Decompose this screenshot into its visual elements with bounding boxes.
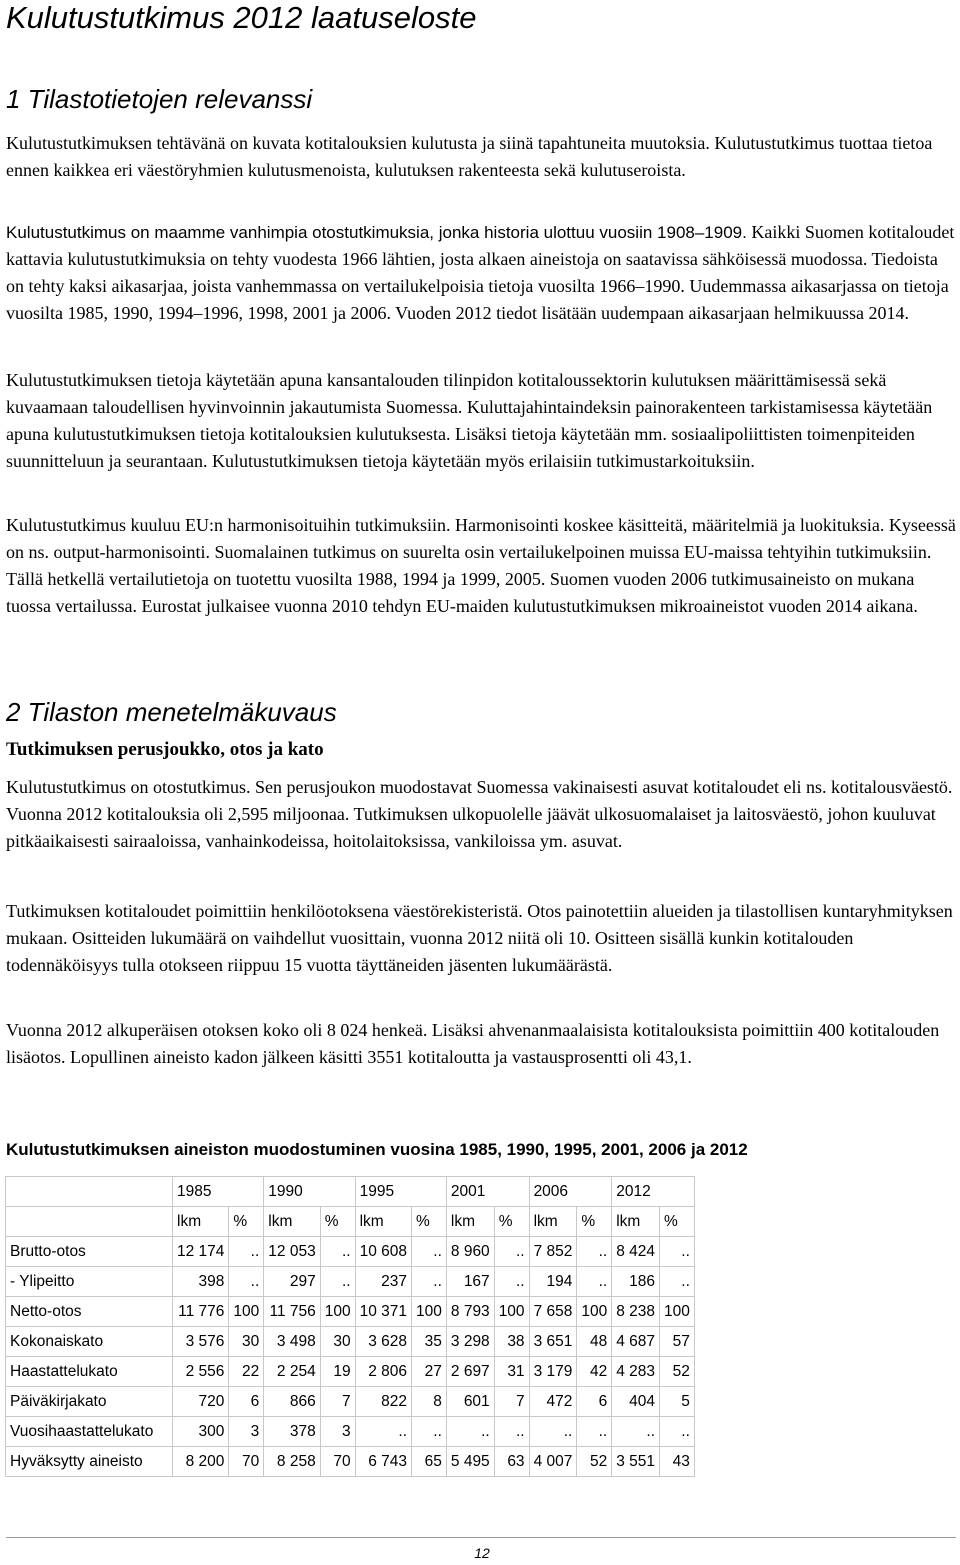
cell-count: 8 238	[612, 1297, 660, 1327]
header-unit-percent: %	[320, 1207, 355, 1237]
cell-percent: ..	[577, 1237, 612, 1267]
cell-count: 10 371	[355, 1297, 411, 1327]
cell-count: 398	[173, 1267, 229, 1297]
cell-count: 4 687	[612, 1327, 660, 1357]
table-row	[6, 1417, 695, 1447]
header-year-1995: 1995	[355, 1177, 446, 1207]
cell-count: 297	[264, 1267, 320, 1297]
header-unit-percent: %	[494, 1207, 529, 1237]
cell-count: 3 551	[612, 1447, 660, 1477]
cell-percent: 7	[320, 1387, 355, 1417]
cell-percent: 35	[412, 1327, 447, 1357]
cell-count: 2 806	[355, 1357, 411, 1387]
page-number: 12	[474, 1545, 490, 1561]
cell-count: 8 960	[446, 1237, 494, 1267]
cell-percent: ..	[660, 1267, 695, 1297]
cell-count: 7 658	[529, 1297, 577, 1327]
row-label: - Ylipeitto	[6, 1267, 173, 1297]
cell-percent: ..	[412, 1237, 447, 1267]
cell-count: 2 697	[446, 1357, 494, 1387]
cell-count: 3 576	[173, 1327, 229, 1357]
cell-percent: 8	[412, 1387, 447, 1417]
header-year-2001: 2001	[446, 1177, 529, 1207]
header-year-2006: 2006	[529, 1177, 612, 1207]
cell-count: 3 498	[264, 1327, 320, 1357]
cell-count: 8 424	[612, 1237, 660, 1267]
cell-percent: 43	[660, 1447, 695, 1477]
cell-percent: 70	[320, 1447, 355, 1477]
section-1-heading: 1 Tilastotietojen relevanssi	[6, 84, 313, 114]
cell-percent: 63	[494, 1447, 529, 1477]
cell-percent: 3	[229, 1417, 264, 1447]
cell-count: 12 174	[173, 1237, 229, 1267]
cell-percent: ..	[494, 1267, 529, 1297]
cell-count: 194	[529, 1267, 577, 1297]
cell-count: 10 608	[355, 1237, 411, 1267]
table-row	[6, 1447, 695, 1477]
header-unit-percent: %	[577, 1207, 612, 1237]
header-corner-cell	[6, 1177, 173, 1207]
cell-percent: 22	[229, 1357, 264, 1387]
data-table-body	[6, 1177, 695, 1477]
cell-percent: ..	[229, 1267, 264, 1297]
section-1-paragraph-3: Kulutustutkimuksen tietoja käytetään apuna kansantalouden tilinpidon kotitaloussektorin kulutuksen määrittämisessä sekä kuvaamaan taloudellisen hyvinvoinnin jakautumista Suomessa. Kuluttajahintaindeksin painorakenteen tarkistamisessa käytetään apuna kulutustutkimuksen tietoja kotitalouksien kulutuksesta. Lisäksi tietoja käytetään mm. sosiaalipoliittisten toimenpiteiden suunnitteluun ja seurantaan. Kulutustutkimuksen tietoja käytetään myös erilaisiin tutkimustarkoituksiin.	[6, 370, 933, 471]
header-unit-lkm: lkm	[355, 1207, 411, 1237]
footer-rule	[6, 1537, 956, 1538]
cell-percent: ..	[577, 1417, 612, 1447]
section-2-paragraph-3: Vuonna 2012 alkuperäisen otoksen koko oli 8 024 henkeä. Lisäksi ahvenanmaalaisista kotitalouksista poimittiin 400 kotitalouden lisäotos. Lopullinen aineisto kadon jälkeen käsitti 3551 kotitaloutta ja vastausprosentti oli 43,1.	[6, 1020, 940, 1067]
table-row	[6, 1357, 695, 1387]
cell-count: 11 756	[264, 1297, 320, 1327]
cell-percent: 100	[577, 1297, 612, 1327]
cell-percent: ..	[412, 1417, 447, 1447]
cell-percent: 100	[660, 1297, 695, 1327]
cell-percent: 27	[412, 1357, 447, 1387]
cell-percent: 5	[660, 1387, 695, 1417]
cell-count: ..	[355, 1417, 411, 1447]
header-corner-cell	[6, 1207, 173, 1237]
cell-percent: 65	[412, 1447, 447, 1477]
table-header-years	[6, 1177, 695, 1207]
section-1-paragraph-4: Kulutustutkimus kuuluu EU:n harmonisoituihin tutkimuksiin. Harmonisointi koskee käsitteitä, määritelmiä ja luokituksia. Kyseessä on ns. output-harmonisointi. Suomalainen tutkimus on suurelta osin vertailukelpoinen muissa EU-maissa tehtyihin tutkimuksiin. Tällä hetkellä vertailutietoja on tuotettu vuosilta 1988, 1994 ja 1999, 2005. Suomen vuoden 2006 tutkimusaineisto on mukana tuossa vertailussa. Eurostat julkaisee vuonna 2010 tehdyn EU-maiden kulutustutkimuksen mikroaineistot vuoden 2014 aikana.	[6, 515, 956, 616]
header-year-1985: 1985	[173, 1177, 264, 1207]
cell-count: 3 628	[355, 1327, 411, 1357]
header-unit-percent: %	[229, 1207, 264, 1237]
cell-percent: 30	[320, 1327, 355, 1357]
header-year-2012: 2012	[612, 1177, 695, 1207]
cell-percent: 7	[494, 1387, 529, 1417]
header-unit-lkm: lkm	[529, 1207, 577, 1237]
cell-count: 237	[355, 1267, 411, 1297]
cell-percent: ..	[494, 1417, 529, 1447]
cell-percent: ..	[577, 1267, 612, 1297]
cell-count: 4 007	[529, 1447, 577, 1477]
header-unit-lkm: lkm	[446, 1207, 494, 1237]
cell-count: 5 495	[446, 1447, 494, 1477]
cell-percent: 57	[660, 1327, 695, 1357]
row-label: Haastattelukato	[6, 1357, 173, 1387]
cell-count: 300	[173, 1417, 229, 1447]
table-row	[6, 1267, 695, 1297]
table-caption: Kulutustutkimuksen aineiston muodostuminen vuosina 1985, 1990, 1995, 2001, 2006 ja 2012	[6, 1140, 748, 1159]
header-unit-lkm: lkm	[264, 1207, 320, 1237]
cell-count: ..	[612, 1417, 660, 1447]
cell-count: 822	[355, 1387, 411, 1417]
cell-percent: 52	[660, 1357, 695, 1387]
cell-percent: ..	[320, 1267, 355, 1297]
header-unit-percent: %	[412, 1207, 447, 1237]
cell-percent: 3	[320, 1417, 355, 1447]
cell-percent: 38	[494, 1327, 529, 1357]
section-2-heading: 2 Tilaston menetelmäkuvaus	[6, 697, 337, 727]
cell-percent: ..	[412, 1267, 447, 1297]
cell-count: 12 053	[264, 1237, 320, 1267]
cell-count: 7 852	[529, 1237, 577, 1267]
cell-percent: 31	[494, 1357, 529, 1387]
cell-percent: 19	[320, 1357, 355, 1387]
section-1-paragraph-1: Kulutustutkimuksen tehtävänä on kuvata kotitalouksien kulutusta ja siinä tapahtuneita muutoksia. Kulutustutkimus tuottaa tietoa ennen kaikkea eri väestöryhmien kulutusmenoista, kulutuksen rakenteesta sekä kulutuseroista.	[6, 133, 933, 180]
cell-count: 8 258	[264, 1447, 320, 1477]
cell-count: 2 254	[264, 1357, 320, 1387]
cell-count: 8 200	[173, 1447, 229, 1477]
cell-count: ..	[446, 1417, 494, 1447]
row-label: Brutto-otos	[6, 1237, 173, 1267]
table-header-units	[6, 1207, 695, 1237]
cell-percent: 70	[229, 1447, 264, 1477]
cell-count: 720	[173, 1387, 229, 1417]
document-title: Kulutustutkimus 2012 laatuseloste	[6, 0, 477, 35]
cell-count: 8 793	[446, 1297, 494, 1327]
cell-percent: 100	[412, 1297, 447, 1327]
cell-percent: 100	[229, 1297, 264, 1327]
cell-count: 186	[612, 1267, 660, 1297]
cell-percent: 100	[494, 1297, 529, 1327]
row-label: Netto-otos	[6, 1297, 173, 1327]
section-2-paragraph-2: Tutkimuksen kotitaloudet poimittiin henkilöotoksena väestörekisteristä. Otos painotettiin alueiden ja tilastollisen kuntaryhmityksen mukaan. Ositteiden lukumäärä on vaihdellut vuosittain, vuonna 2012 niitä oli 10. Ositteen sisällä kunkin kotitalouden todennäköisyys tulla otokseen riippuu 15 vuotta täyttäneiden jäsenten lukumäärästä.	[6, 901, 953, 975]
cell-percent: 52	[577, 1447, 612, 1477]
row-label: Vuosihaastattelukato	[6, 1417, 173, 1447]
row-label: Hyväksytty aineisto	[6, 1447, 173, 1477]
cell-percent: 42	[577, 1357, 612, 1387]
cell-percent: ..	[320, 1237, 355, 1267]
data-table	[5, 1176, 695, 1477]
cell-percent: ..	[660, 1417, 695, 1447]
cell-percent: 6	[577, 1387, 612, 1417]
cell-percent: ..	[494, 1237, 529, 1267]
cell-percent: 48	[577, 1327, 612, 1357]
cell-percent: 100	[320, 1297, 355, 1327]
cell-count: 3 298	[446, 1327, 494, 1357]
table-row	[6, 1327, 695, 1357]
section-2-paragraph-1: Kulutustutkimus on otostutkimus. Sen perusjoukon muodostavat Suomessa vakinaisesti asuvat kotitaloudet eli ns. kotitalousväestö. Vuonna 2012 kotitalouksia oli 2,595 miljoonaa. Tutkimuksen ulkopuolelle jäävät ulkosuomalaiset ja laitosväestö, johon kuuluvat pitkäaikaisesti sairaaloissa, vanhainkodeissa, hoitolaitoksissa, vankiloissa ym. asuvat.	[6, 777, 953, 851]
table-row	[6, 1387, 695, 1417]
cell-count: ..	[529, 1417, 577, 1447]
header-unit-lkm: lkm	[612, 1207, 660, 1237]
cell-count: 404	[612, 1387, 660, 1417]
table-row	[6, 1237, 695, 1267]
header-unit-lkm: lkm	[173, 1207, 229, 1237]
section-1-paragraph-2a	[6, 219, 958, 327]
cell-count: 601	[446, 1387, 494, 1417]
row-label: Kokonaiskato	[6, 1327, 173, 1357]
cell-count: 167	[446, 1267, 494, 1297]
cell-count: 6 743	[355, 1447, 411, 1477]
row-label: Päiväkirjakato	[6, 1387, 173, 1417]
table-row	[6, 1297, 695, 1327]
cell-count: 3 179	[529, 1357, 577, 1387]
cell-percent: 6	[229, 1387, 264, 1417]
cell-count: 472	[529, 1387, 577, 1417]
cell-count: 2 556	[173, 1357, 229, 1387]
section-2-subheading: Tutkimuksen perusjoukko, otos ja kato	[6, 739, 324, 760]
cell-count: 866	[264, 1387, 320, 1417]
cell-count: 4 283	[612, 1357, 660, 1387]
header-unit-percent: %	[660, 1207, 695, 1237]
cell-percent: ..	[660, 1237, 695, 1267]
section-1-paragraph-2a-text: Kulutustutkimus on maamme vanhimpia otostutkimuksia, jonka historia ulottuu vuosiin 1908–1909.	[6, 223, 747, 242]
section-1-paragraph-2b-text: Kaikki Suomen kotitaloudet kattavia kulutustutkimuksia on tehty vuodesta 1966 lähtien, josta alkaen aineistoja on saatavissa sähköisessä muodossa. Tiedoista on tehty kaksi aikasarjaa, joista vanhemmassa on vertailukelpoisia tietoja vuosilta 1966–1990. Uudemmassa aikasarjassa on tietoja vuosilta 1985, 1990, 1994–1996, 1998, 2001 ja 2006. Vuoden 2012 tiedot lisätään uudempaan aikasarjaan helmikuussa 2014.	[6, 222, 955, 323]
cell-count: 3 651	[529, 1327, 577, 1357]
cell-count: 11 776	[173, 1297, 229, 1327]
header-year-1990: 1990	[264, 1177, 355, 1207]
cell-percent: ..	[229, 1237, 264, 1267]
cell-percent: 30	[229, 1327, 264, 1357]
cell-count: 378	[264, 1417, 320, 1447]
